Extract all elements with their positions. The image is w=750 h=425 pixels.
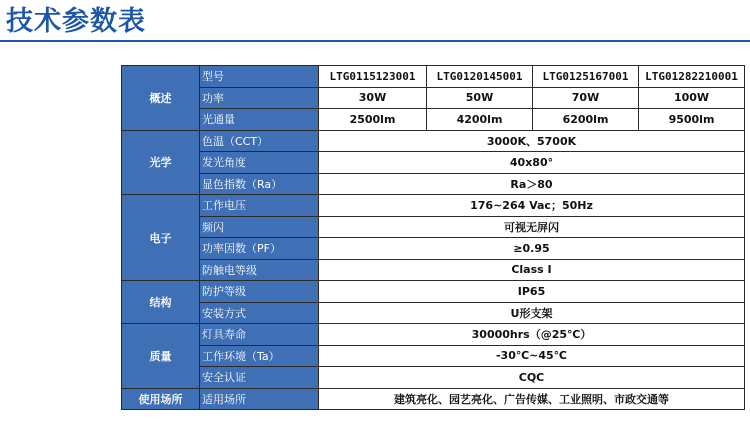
flux-cell: 2500lm <box>319 109 427 131</box>
beam-angle-value: 40x80° <box>319 152 745 174</box>
table-row <box>122 367 745 389</box>
cri-value: Ra＞80 <box>319 173 745 195</box>
ip-value: IP65 <box>319 281 745 303</box>
voltage-value: 176~264 Vac；50Hz <box>319 195 745 217</box>
table-row <box>122 238 745 260</box>
applications-value: 建筑亮化、园艺亮化、广告传媒、工业照明、市政交通等 <box>319 388 745 410</box>
flicker-value: 可视无屏闪 <box>319 216 745 238</box>
row-label-cct: 色温（CCT） <box>200 130 319 152</box>
shock-value: Class I <box>319 259 745 281</box>
row-label-flux: 光通量 <box>200 109 319 131</box>
category-usage: 使用场所 <box>122 388 200 410</box>
row-label-certification: 安全认证 <box>200 367 319 389</box>
table-row <box>122 152 745 174</box>
row-label-cri: 显色指数（Ra） <box>200 173 319 195</box>
row-label-flicker: 频闪 <box>200 216 319 238</box>
row-label-shock: 防触电等级 <box>200 259 319 281</box>
category-electronics: 电子 <box>122 195 200 281</box>
power-cell: 70W <box>533 87 639 109</box>
table-row <box>122 173 745 195</box>
category-overview: 概述 <box>122 66 200 131</box>
table-row <box>122 66 745 88</box>
power-cell: 100W <box>639 87 745 109</box>
environment-value: -30℃~45℃ <box>319 345 745 367</box>
cct-value: 3000K、5700K <box>319 130 745 152</box>
table-row <box>122 388 745 410</box>
spec-table <box>121 65 745 410</box>
row-label-pf: 功率因数（PF） <box>200 238 319 260</box>
table-row <box>122 87 745 109</box>
flux-cell: 9500lm <box>639 109 745 131</box>
table-row <box>122 302 745 324</box>
row-label-lifetime: 灯具寿命 <box>200 324 319 346</box>
page-title: 技术参数表 <box>6 6 146 37</box>
table-row <box>122 130 745 152</box>
flux-cell: 6200lm <box>533 109 639 131</box>
row-label-voltage: 工作电压 <box>200 195 319 217</box>
model-cell: LTG0120145001 <box>427 66 533 88</box>
model-cell: LTG0125167001 <box>533 66 639 88</box>
mounting-value: U形支架 <box>319 302 745 324</box>
row-label-ip: 防护等级 <box>200 281 319 303</box>
flux-cell: 4200lm <box>427 109 533 131</box>
model-cell: LTG0115123001 <box>319 66 427 88</box>
row-label-beam-angle: 发光角度 <box>200 152 319 174</box>
table-row <box>122 345 745 367</box>
power-cell: 30W <box>319 87 427 109</box>
row-label-model: 型号 <box>200 66 319 88</box>
lifetime-value: 30000hrs（@25℃） <box>319 324 745 346</box>
row-label-environment: 工作环境（Ta） <box>200 345 319 367</box>
table-row <box>122 109 745 131</box>
certification-value: CQC <box>319 367 745 389</box>
power-cell: 50W <box>427 87 533 109</box>
table-row <box>122 195 745 217</box>
row-label-applications: 适用场所 <box>200 388 319 410</box>
table-row <box>122 216 745 238</box>
category-structure: 结构 <box>122 281 200 324</box>
category-quality: 质量 <box>122 324 200 389</box>
pf-value: ≥0.95 <box>319 238 745 260</box>
category-optics: 光学 <box>122 130 200 195</box>
model-cell: LTG01282210001 <box>639 66 745 88</box>
table-row <box>122 259 745 281</box>
row-label-mounting: 安装方式 <box>200 302 319 324</box>
row-label-power: 功率 <box>200 87 319 109</box>
table-row <box>122 324 745 346</box>
table-row <box>122 281 745 303</box>
title-divider <box>0 40 750 42</box>
